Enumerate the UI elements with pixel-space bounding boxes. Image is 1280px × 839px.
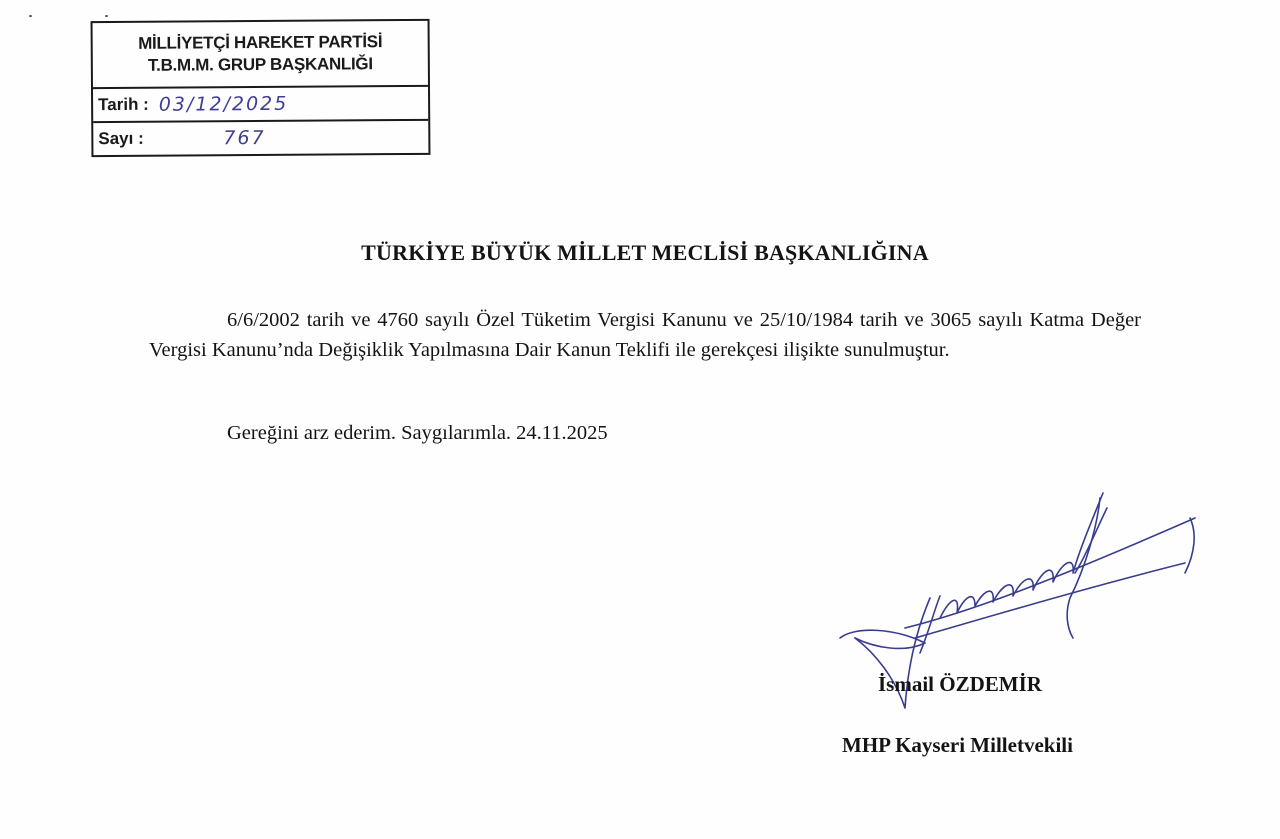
document-title: TÜRKİYE BÜYÜK MİLLET MECLİSİ BAŞKANLIĞINA: [361, 240, 929, 265]
signer-name: İsmail ÖZDEMİR: [878, 672, 1042, 696]
stamp-party-name: MİLLİYETÇİ HAREKET PARTİSİ: [138, 32, 383, 53]
stamp-number-label: Sayı :: [98, 128, 144, 149]
stamp-header: [93, 21, 428, 89]
stamp-number-row: [93, 121, 428, 155]
stamp-date-row: [93, 87, 428, 123]
closing-line: Gereğini arz ederim. Saygılarımla. 24.11.2025: [227, 422, 608, 444]
body-paragraph: 6/6/2002 tarih ve 4760 sayılı Özel Tüketim Vergisi Kanunu ve 25/10/1984 tarih ve 3065 sayılı Katma Değer Vergisi Kanunu’nda Değişiklik Yapılmasına Dair Kanun Teklifi ile gerekçesi ilişikte sunulmuştur.: [149, 309, 1141, 361]
stamp-date-value: 03/12/2025: [158, 92, 289, 116]
stamp-office-name: T.B.M.M. GRUP BAŞKANLIĞI: [147, 54, 373, 75]
stamp-date-label: Tarih :: [98, 94, 149, 115]
document-body: [149, 305, 1141, 365]
signer-title: MHP Kayseri Milletvekili: [842, 733, 1073, 757]
registry-stamp: [91, 19, 431, 157]
scan-speck: [29, 15, 32, 17]
stamp-number-value: 767: [223, 126, 266, 150]
scan-speck: [105, 15, 108, 17]
